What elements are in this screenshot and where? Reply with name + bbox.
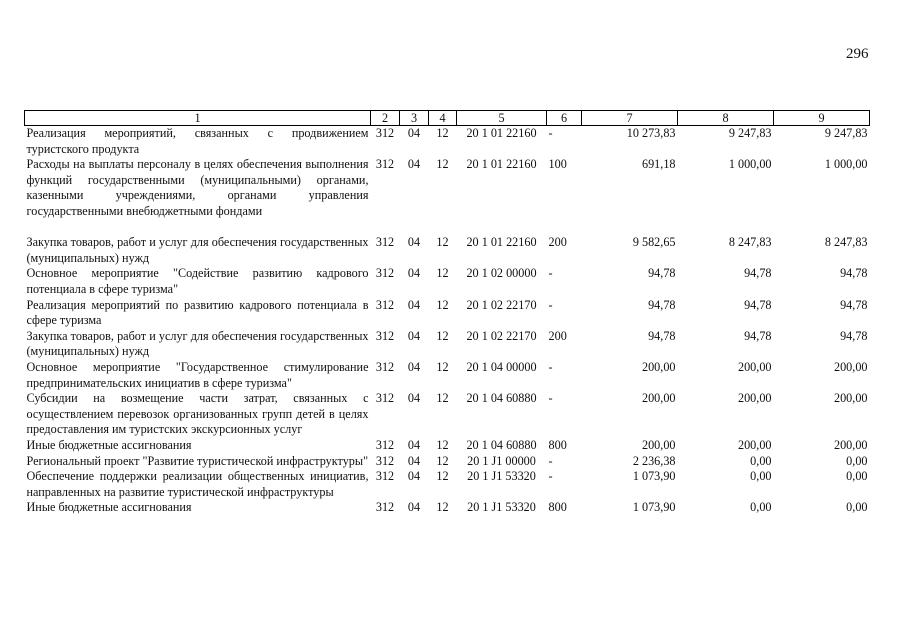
row-code-col-5: 20 1 04 60880 (466, 437, 537, 452)
row-name: Иные бюджетные ассигнования (26, 500, 192, 515)
table-row (25, 469, 870, 500)
row-amount-col-8: 94,78 (744, 328, 772, 343)
row-code-col-3: 04 (407, 453, 421, 468)
row-amount-col-9: 200,00 (833, 359, 868, 374)
row-code-col-5: 20 1 01 22160 (466, 126, 537, 140)
row-code-col-2: 312 (375, 157, 395, 172)
column-number-header (25, 111, 870, 126)
header-col-9: 9 (774, 111, 870, 126)
row-amount-col-7: 200,00 (641, 359, 676, 374)
row-amount-col-8: 200,00 (737, 359, 772, 374)
row-code-col-5: 20 1 02 00000 (466, 266, 537, 281)
row-code-col-6: - (548, 359, 553, 374)
row-code-col-3: 04 (407, 235, 421, 250)
row-name: Закупка товаров, работ и услуг для обеспечения государственных (муниципальных) нужд (26, 328, 369, 359)
row-code-col-6: 800 (548, 500, 567, 515)
row-code-col-2: 312 (375, 500, 395, 515)
table-row (25, 360, 870, 391)
row-code-col-6: 100 (548, 157, 567, 172)
row-code-col-3: 04 (407, 469, 421, 484)
row-code-col-2: 312 (375, 266, 395, 281)
table-row (25, 157, 870, 235)
header-col-6: 6 (547, 111, 582, 126)
row-code-col-4: 12 (436, 453, 449, 468)
row-amount-col-9: 200,00 (833, 391, 868, 406)
row-amount-col-9: 0,00 (846, 500, 868, 515)
row-code-col-5: 20 1 02 22170 (466, 297, 537, 312)
row-code-col-2: 312 (375, 453, 395, 468)
table-row (25, 235, 870, 266)
row-code-col-6: 200 (548, 235, 567, 250)
row-name: Иные бюджетные ассигнования (26, 437, 192, 452)
row-code-col-2: 312 (375, 297, 395, 312)
header-col-4: 4 (429, 111, 457, 126)
row-code-col-3: 04 (407, 500, 421, 515)
row-code-col-5: 20 1 02 22170 (466, 328, 537, 343)
row-amount-col-8: 0,00 (750, 453, 772, 468)
budget-table (24, 110, 870, 516)
header-col-7: 7 (582, 111, 678, 126)
row-amount-col-9: 9 247,83 (824, 126, 868, 140)
header-col-2: 2 (371, 111, 400, 126)
row-code-col-4: 12 (436, 500, 449, 515)
row-amount-col-9: 94,78 (840, 297, 868, 312)
row-code-col-4: 12 (436, 266, 449, 281)
row-name: Реализация мероприятий по развитию кадрового потенциала в сфере туризма (26, 297, 369, 328)
row-code-col-3: 04 (407, 328, 421, 343)
table-row (25, 438, 870, 454)
row-amount-col-9: 0,00 (846, 469, 868, 484)
row-amount-col-7: 94,78 (648, 328, 676, 343)
row-code-col-2: 312 (375, 359, 395, 374)
row-code-col-2: 312 (375, 391, 395, 406)
row-code-col-3: 04 (407, 126, 421, 140)
row-code-col-6: - (548, 266, 553, 281)
row-code-col-2: 312 (375, 437, 395, 452)
row-name: Субсидии на возмещение части затрат, связанных с осуществлением перевозок организованных групп детей в целях предоставления им туристских экскурсионных услуг (26, 391, 369, 437)
row-code-col-6: - (548, 453, 553, 468)
row-code-col-3: 04 (407, 437, 421, 452)
header-col-3: 3 (400, 111, 429, 126)
row-code-col-4: 12 (436, 297, 449, 312)
header-col-1: 1 (25, 111, 371, 126)
row-code-col-5: 20 1 J1 00000 (467, 453, 536, 468)
row-amount-col-8: 1 000,00 (728, 157, 772, 172)
table-row (25, 500, 870, 516)
row-amount-col-9: 94,78 (840, 266, 868, 281)
row-name: Расходы на выплаты персоналу в целях обеспечения выполнения функций государственными (муниципальными) органами, казенными учреждениями, органами управления государственными внебюджетными фондами (26, 157, 369, 218)
row-code-col-6: 200 (548, 328, 567, 343)
row-code-col-2: 312 (375, 328, 395, 343)
row-code-col-4: 12 (436, 437, 449, 452)
row-code-col-6: - (548, 391, 553, 406)
row-code-col-4: 12 (436, 157, 449, 172)
row-amount-col-7: 691,18 (641, 157, 676, 172)
row-code-col-3: 04 (407, 297, 421, 312)
row-code-col-3: 04 (407, 391, 421, 406)
row-amount-col-7: 2 236,38 (632, 453, 676, 468)
row-code-col-3: 04 (407, 359, 421, 374)
row-code-col-4: 12 (436, 235, 449, 250)
row-amount-col-9: 8 247,83 (824, 235, 868, 250)
row-code-col-2: 312 (375, 235, 395, 250)
row-code-col-4: 12 (436, 328, 449, 343)
row-amount-col-9: 200,00 (833, 437, 868, 452)
table-row (25, 329, 870, 360)
row-name: Закупка товаров, работ и услуг для обеспечения государственных (муниципальных) нужд (26, 235, 369, 265)
row-name: Обеспечение поддержки реализации общественных инициатив, направленных на развитие туристической инфраструктуры (26, 469, 369, 499)
row-amount-col-7: 9 582,65 (632, 235, 676, 250)
row-code-col-4: 12 (436, 469, 449, 484)
row-amount-col-8: 200,00 (737, 437, 772, 452)
row-amount-col-9: 94,78 (840, 328, 868, 343)
row-code-col-2: 312 (375, 126, 395, 140)
row-code-col-6: - (548, 469, 553, 484)
row-code-col-4: 12 (436, 126, 449, 140)
row-code-col-3: 04 (407, 266, 421, 281)
row-amount-col-8: 9 247,83 (728, 126, 772, 140)
row-code-col-5: 20 1 J1 53320 (467, 500, 536, 515)
table-row (25, 126, 870, 158)
row-amount-col-8: 0,00 (750, 500, 772, 515)
table-row (25, 454, 870, 470)
row-code-col-6: 800 (548, 437, 567, 452)
row-amount-col-7: 94,78 (648, 266, 676, 281)
row-code-col-5: 20 1 J1 53320 (467, 469, 536, 484)
row-code-col-6: - (548, 126, 553, 140)
row-code-col-2: 312 (375, 469, 395, 484)
row-code-col-3: 04 (407, 157, 421, 172)
row-amount-col-7: 10 273,83 (626, 126, 676, 140)
row-code-col-4: 12 (436, 391, 449, 406)
row-amount-col-7: 1 073,90 (632, 469, 676, 484)
row-name: Основное мероприятие "Государственное стимулирование предпринимательских инициатив в сфере туризма" (26, 359, 369, 390)
row-amount-col-9: 0,00 (846, 453, 868, 468)
row-amount-col-8: 8 247,83 (728, 235, 772, 250)
row-amount-col-7: 1 073,90 (632, 500, 676, 515)
row-amount-col-8: 200,00 (737, 391, 772, 406)
row-amount-col-8: 0,00 (750, 469, 772, 484)
row-name: Реализация мероприятий, связанных с продвижением туристского продукта (26, 126, 369, 156)
row-amount-col-7: 200,00 (641, 391, 676, 406)
row-code-col-5: 20 1 01 22160 (466, 235, 537, 250)
row-amount-col-8: 94,78 (744, 297, 772, 312)
table-row (25, 266, 870, 297)
row-code-col-4: 12 (436, 359, 449, 374)
row-code-col-6: - (548, 297, 553, 312)
row-code-col-5: 20 1 04 00000 (466, 359, 537, 374)
header-col-5: 5 (457, 111, 547, 126)
row-amount-col-9: 1 000,00 (824, 157, 868, 172)
header-col-8: 8 (678, 111, 774, 126)
page-number: 296 (846, 46, 869, 62)
row-code-col-5: 20 1 04 60880 (466, 391, 537, 406)
row-amount-col-7: 94,78 (648, 297, 676, 312)
row-amount-col-7: 200,00 (641, 437, 676, 452)
row-code-col-5: 20 1 01 22160 (466, 157, 537, 172)
row-amount-col-8: 94,78 (744, 266, 772, 281)
row-name: Основное мероприятие "Содействие развитию кадрового потенциала в сфере туризма" (26, 266, 369, 296)
table-row (25, 298, 870, 329)
row-name: Региональный проект "Развитие туристической инфраструктуры" (26, 453, 369, 468)
table-row (25, 391, 870, 438)
